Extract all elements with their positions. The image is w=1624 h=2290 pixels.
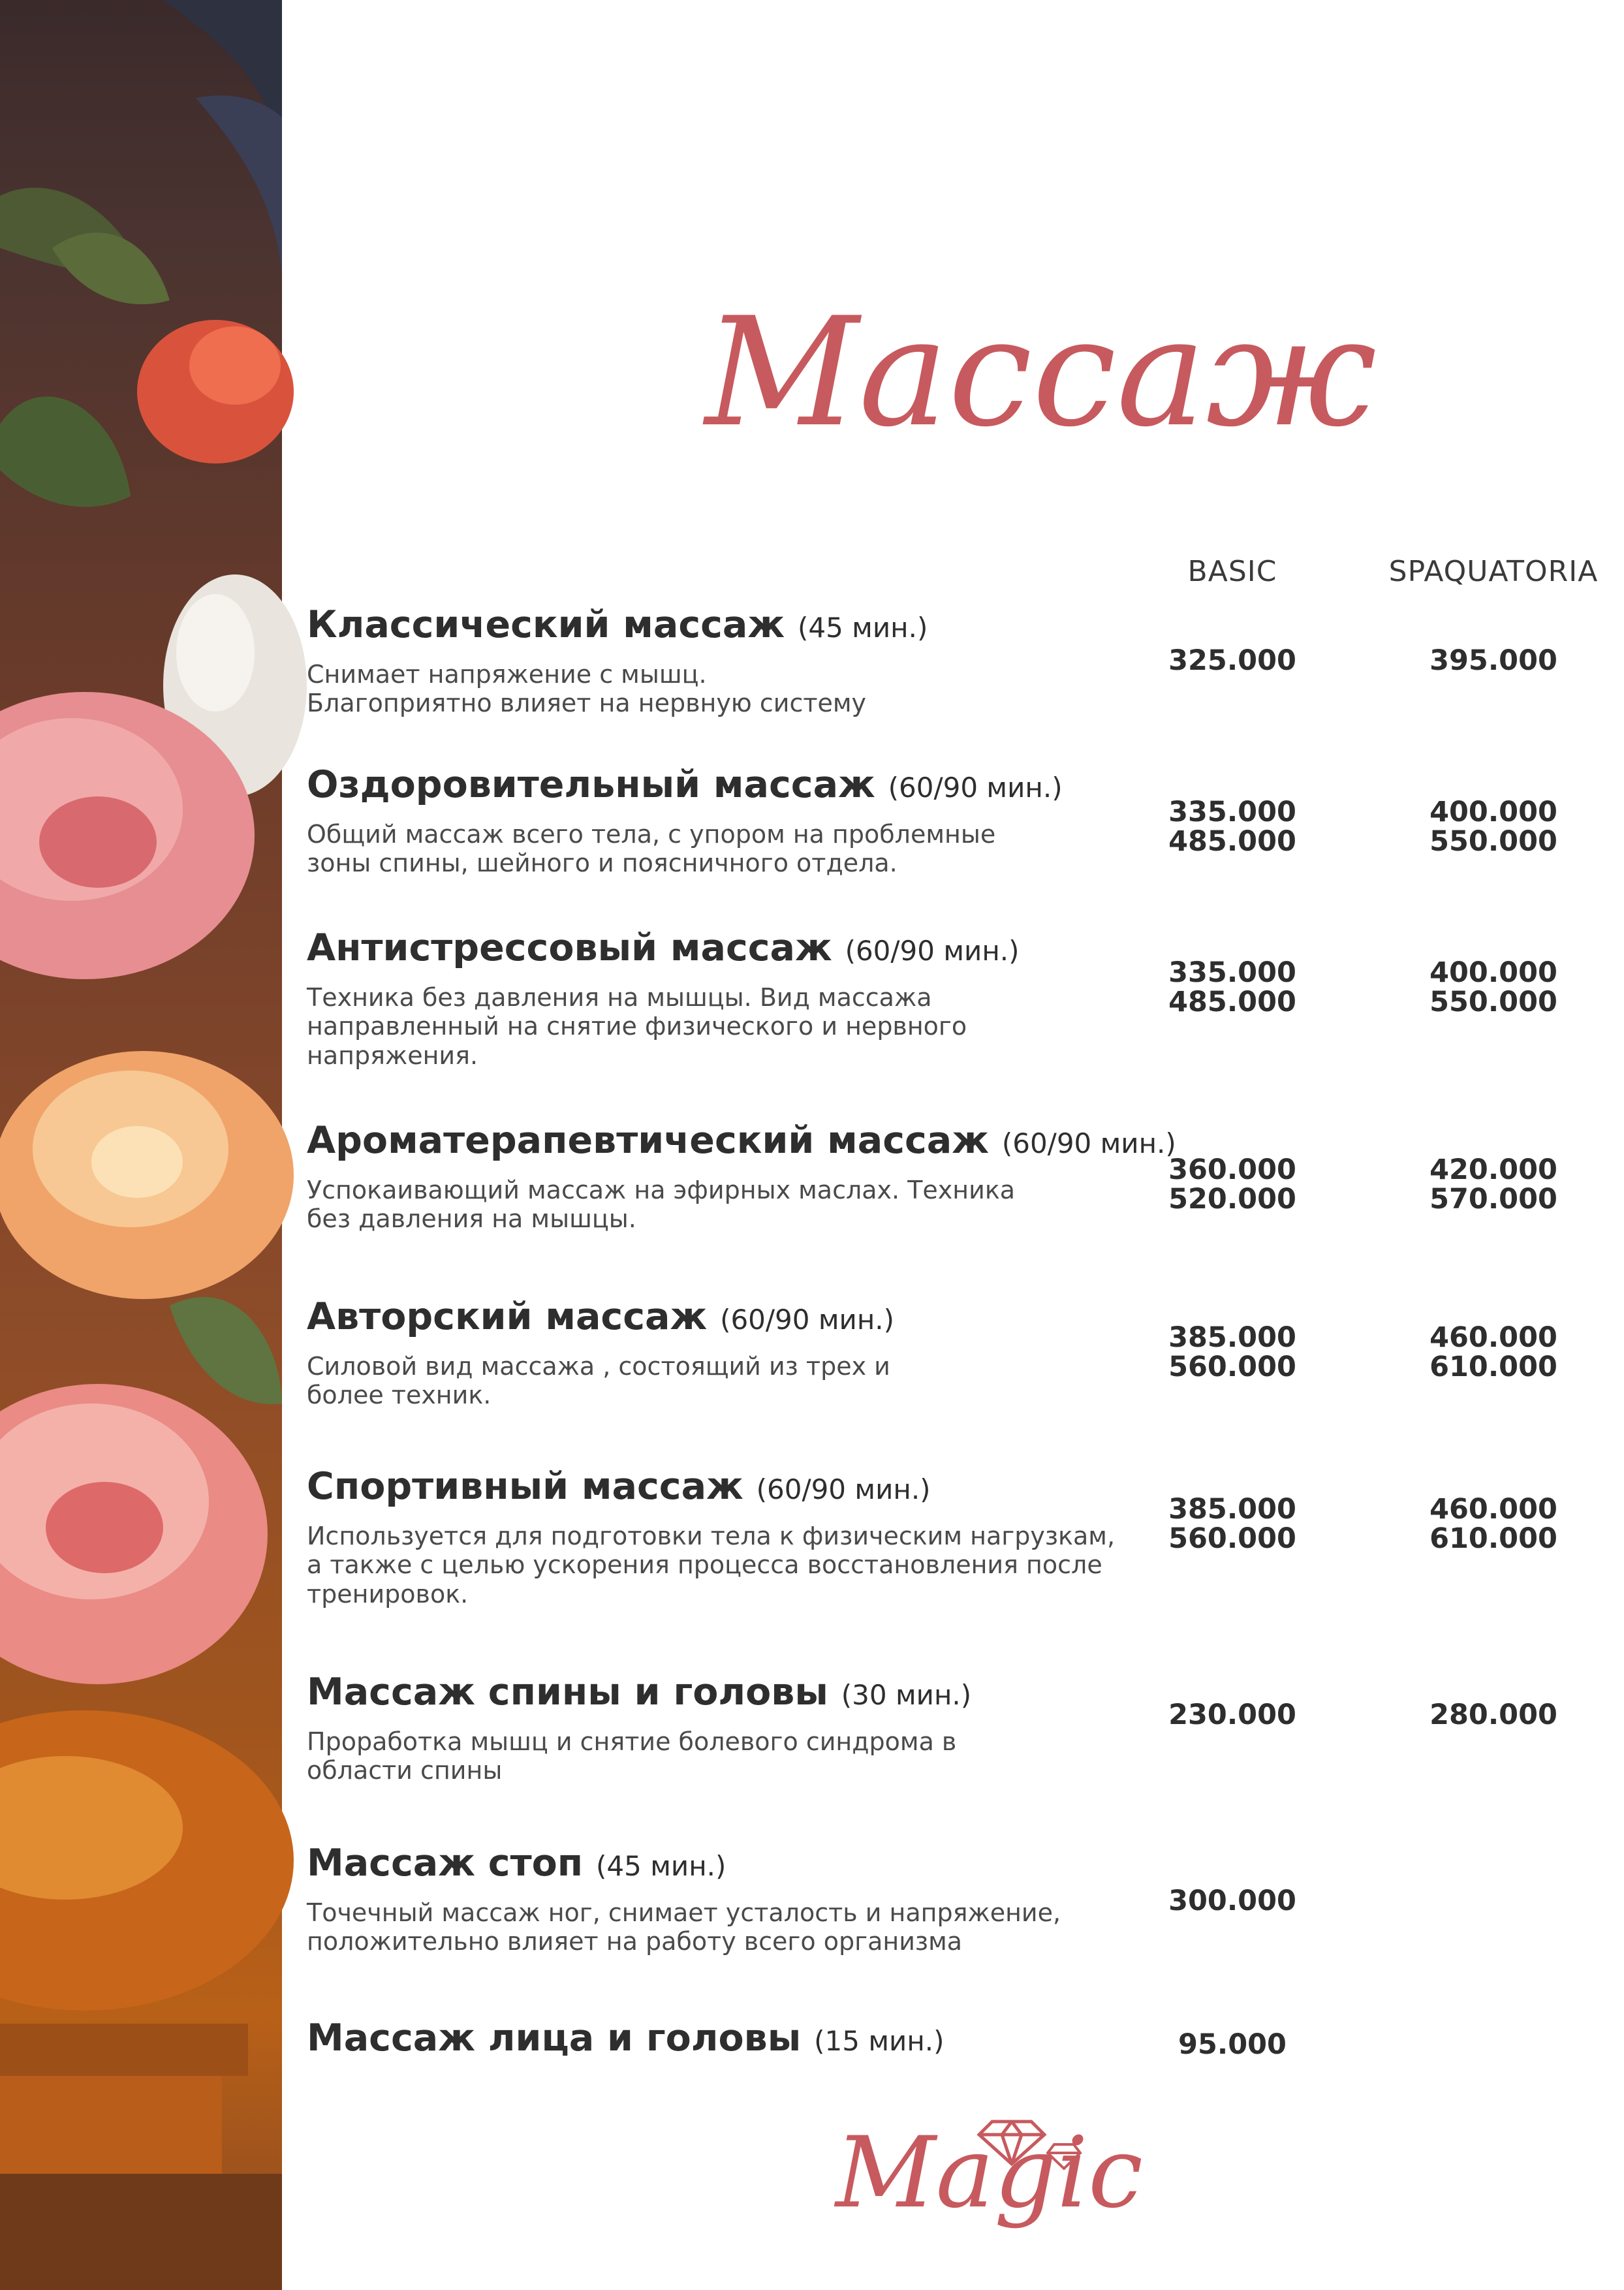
service-name: Ароматерапевтический массаж (60/90 мин.) <box>307 1119 1176 1162</box>
price-basic: 385.000 560.000 <box>1168 1493 1296 1556</box>
service-duration: (15 мин.) <box>814 2025 945 2057</box>
service-description: Общий массаж всего тела, с упором на проблемные зоны спины, шейного и поясничного отдела. <box>307 819 996 878</box>
service-duration: (60/90 мин.) <box>845 935 1020 967</box>
brand-logo <box>829 2109 1144 2239</box>
service-item <box>307 1466 1142 1609</box>
service-item <box>307 2017 1142 2060</box>
service-name: Массаж стоп (45 мин.) <box>307 1842 726 1885</box>
column-header-basic: BASIC <box>1187 555 1277 588</box>
service-item <box>307 604 1142 718</box>
title-text: Массаж <box>705 286 1377 460</box>
price-basic: 335.000 485.000 <box>1168 796 1296 858</box>
page-title <box>698 261 1377 509</box>
service-duration: (60/90 мин.) <box>888 772 1063 804</box>
service-description: Успокаивающий массаж на эфирных маслах. Техника без давления на мышцы. <box>307 1175 1016 1234</box>
price-spaquatoria: 420.000 570.000 <box>1429 1153 1557 1216</box>
service-name: Антистрессовый массаж (60/90 мин.) <box>307 926 1020 969</box>
service-item <box>307 764 1142 878</box>
price-spaquatoria: 460.000 610.000 <box>1429 1321 1557 1384</box>
service-duration: (45 мин.) <box>797 612 928 644</box>
price-basic: 360.000 520.000 <box>1168 1153 1296 1216</box>
price-spaquatoria: 400.000 550.000 <box>1429 956 1557 1019</box>
service-item <box>307 1671 1142 1785</box>
price-basic: 325.000 <box>1168 644 1296 677</box>
service-item <box>307 1842 1142 1956</box>
price-basic: 385.000 560.000 <box>1168 1321 1296 1384</box>
title-script-lettering <box>698 261 1377 509</box>
price-basic: 335.000 485.000 <box>1168 956 1296 1019</box>
service-name: Авторский массаж (60/90 мин.) <box>307 1295 895 1338</box>
service-description: Точечный массаж ног, снимает усталость и напряжение, положительно влияет на работу всего организма <box>307 1898 1061 1956</box>
price-spaquatoria: 400.000 550.000 <box>1429 796 1557 858</box>
service-name: Спортивный массаж (60/90 мин.) <box>307 1465 931 1508</box>
column-header-spaquatoria: SPAQUATORIA <box>1388 555 1599 588</box>
service-description: Проработка мышц и снятие болевого синдрома в области спины <box>307 1727 957 1785</box>
service-description: Силовой вид массажа , состоящий из трех и более техник. <box>307 1351 890 1410</box>
logo-text: Magic <box>835 2116 1144 2230</box>
service-duration: (60/90 мин.) <box>720 1304 895 1336</box>
service-description: Снимает напряжение с мышц. Благоприятно влияет на нервную систему <box>307 659 867 718</box>
service-description: Техника без давления на мышцы. Вид массажа направленный на снятие физического и нервного напряжения. <box>307 982 967 1071</box>
service-duration: (45 мин.) <box>596 1850 726 1882</box>
service-item <box>307 1296 1142 1410</box>
price-basic: 300.000 <box>1168 1885 1296 1917</box>
price-basic: 230.000 <box>1168 1699 1296 1731</box>
service-name: Оздоровительный массаж (60/90 мин.) <box>307 763 1063 806</box>
service-name: Массаж лица и головы (15 мин.) <box>307 2016 945 2060</box>
service-description: Используется для подготовки тела к физическим нагрузкам, а также с целью ускорения процесса восстановления после тренировок. <box>307 1521 1116 1609</box>
service-duration: (60/90 мин.) <box>756 1473 931 1505</box>
price-spaquatoria: 280.000 <box>1429 1699 1557 1731</box>
price-spaquatoria: 460.000 610.000 <box>1429 1493 1557 1556</box>
service-item <box>307 927 1142 1071</box>
service-name: Классический массаж (45 мин.) <box>307 603 928 646</box>
magic-logo <box>829 2109 1144 2239</box>
price-spaquatoria: 395.000 <box>1429 644 1557 677</box>
service-duration: (30 мин.) <box>841 1679 972 1711</box>
service-item <box>307 1119 1176 1234</box>
price-basic: 95.000 <box>1178 2028 1287 2061</box>
service-name: Массаж спины и головы (30 мин.) <box>307 1670 972 1714</box>
floral-illustration <box>0 0 282 2290</box>
floral-painting-strip <box>0 0 282 2290</box>
service-duration: (60/90 мин.) <box>1001 1127 1176 1159</box>
